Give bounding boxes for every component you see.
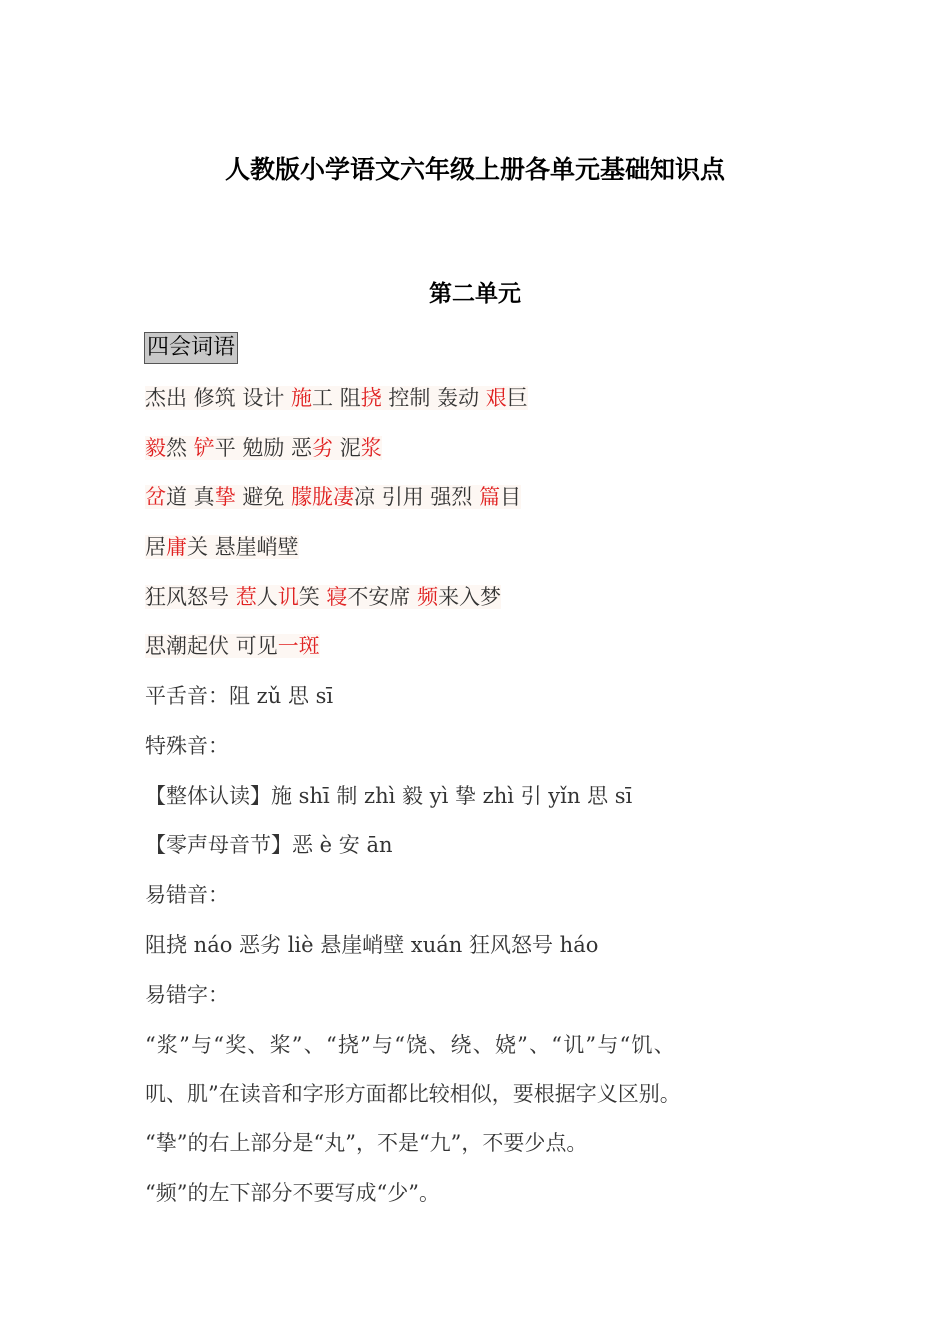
highlighted-character: 毅 xyxy=(145,436,166,460)
highlighted-character: 施 xyxy=(291,386,313,410)
word-line-text xyxy=(145,535,299,559)
word-text: 控制 轰动 xyxy=(381,386,486,410)
word-text: 凉 引用 强烈 xyxy=(354,485,480,509)
note-error-char-1: “浆”与“奖、桨”、“挠”与“饶、绕、娆”、“讥”与“饥、 xyxy=(145,1033,676,1057)
highlighted-character: 艰 xyxy=(485,386,507,410)
word-line-4 xyxy=(145,531,299,563)
note-error-char-2: 叽、肌”在读音和字形方面都比较相似，要根据字义区别。 xyxy=(145,1082,681,1106)
word-line-3 xyxy=(145,481,521,513)
word-text: 目 xyxy=(500,485,522,509)
highlighted-character: 岔 xyxy=(145,485,166,509)
highlighted-character: 挚 xyxy=(214,485,236,509)
word-text: 笑 xyxy=(298,585,327,609)
word-line-text xyxy=(145,386,528,410)
highlighted-character: 篇 xyxy=(479,485,501,509)
word-line-1 xyxy=(145,382,528,414)
word-text: 泥 xyxy=(333,436,361,460)
note-error-sound: 阻挠 náo 恶劣 liè 悬崖峭壁 xuán 狂风怒号 háo xyxy=(145,933,599,957)
word-text: 平 勉励 恶 xyxy=(214,436,313,460)
note-zero-initial: 【零声母音节】恶 è 安 ān xyxy=(145,833,393,857)
highlighted-character: 惹 xyxy=(235,585,257,609)
document-title: 人教版小学语文六年级上册各单元基础知识点 xyxy=(224,155,725,184)
highlighted-character: 庸 xyxy=(166,535,187,559)
highlighted-character: 挠 xyxy=(360,386,382,410)
word-text: 道 真 xyxy=(166,485,215,509)
highlighted-character: 铲 xyxy=(193,436,215,460)
highlighted-character: 劣 xyxy=(312,436,334,460)
highlighted-character: 寝 xyxy=(326,585,348,609)
word-line-text xyxy=(145,634,320,658)
word-text: 关 悬崖峭壁 xyxy=(187,535,299,559)
highlighted-character: 频 xyxy=(417,585,439,609)
word-text: 狂风怒号 xyxy=(145,585,236,609)
note-flat-tongue: 平舌音：阻 zǔ 思 sī xyxy=(145,684,334,708)
note-error-char-4: “频”的左下部分不要写成“少”。 xyxy=(145,1181,440,1205)
word-text: 来入梦 xyxy=(438,585,502,609)
highlighted-character: 一斑 xyxy=(277,634,320,658)
unit-title: 第二单元 xyxy=(429,280,521,307)
word-text: 工 阻 xyxy=(312,386,361,410)
word-text: 然 xyxy=(166,436,194,460)
highlighted-character: 讥 xyxy=(277,585,299,609)
word-text: 人 xyxy=(256,585,278,609)
note-whole-reading: 【整体认读】施 shī 制 zhì 毅 yì 挚 zhì 引 yǐn 思 sī xyxy=(145,784,633,808)
word-line-6 xyxy=(145,630,320,662)
word-text: 不安席 xyxy=(347,585,418,609)
word-line-text xyxy=(145,585,501,609)
word-text: 杰出 修筑 设计 xyxy=(145,386,292,410)
note-error-char-3: “挚”的右上部分是“丸”，不是“九”，不要少点。 xyxy=(145,1131,588,1155)
word-line-text xyxy=(145,436,382,460)
highlighted-character: 浆 xyxy=(360,436,382,460)
word-line-5 xyxy=(145,581,501,613)
word-line-2 xyxy=(145,432,382,464)
section-label-four-skill-words: 四会词语 xyxy=(144,332,238,364)
word-line-text xyxy=(145,485,521,509)
word-text: 居 xyxy=(145,535,166,559)
note-error-sound-heading: 易错音： xyxy=(145,883,229,907)
note-error-char-heading: 易错字： xyxy=(145,983,229,1007)
note-special-heading: 特殊音： xyxy=(145,734,229,758)
word-text: 巨 xyxy=(506,386,528,410)
word-text: 思潮起伏 可见 xyxy=(145,634,278,658)
highlighted-character: 朦胧凄 xyxy=(291,485,355,509)
word-text: 避免 xyxy=(235,485,292,509)
